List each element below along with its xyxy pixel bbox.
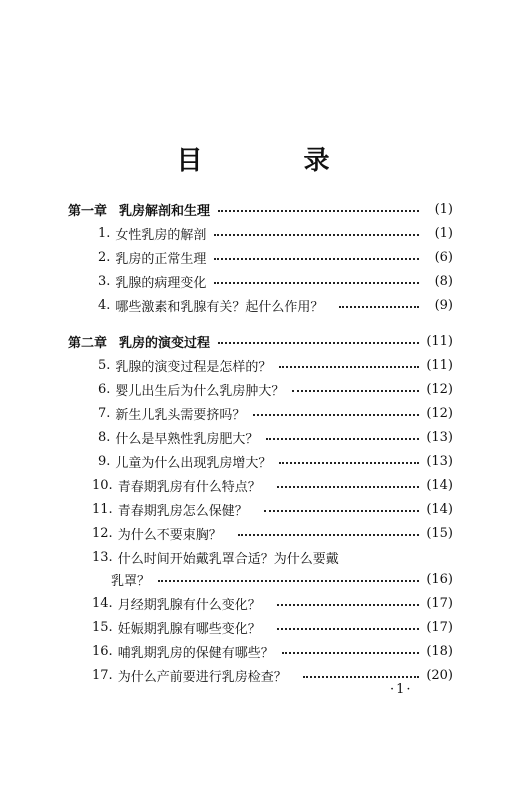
entry-title: 哺乳期乳房的保健有哪些？: [117, 645, 274, 661]
page-reference: (13): [426, 429, 453, 445]
page-reference: (11): [426, 333, 453, 349]
leader-dots: [282, 652, 419, 654]
entry-number: 2.: [98, 249, 111, 265]
toc-entry: [0, 354, 506, 376]
page-reference: (16): [426, 571, 453, 587]
chapter-row: [0, 330, 506, 352]
entry-title: 青春期乳房有什么特点？: [117, 479, 261, 495]
entry-number: 7.: [98, 405, 111, 421]
entry-number: 6.: [98, 381, 111, 397]
page-reference: (17): [426, 619, 453, 635]
leader-dots: [279, 462, 419, 464]
toc-entry-continuation: [0, 568, 506, 590]
toc-entry: [0, 498, 506, 520]
entry-number: 8.: [98, 429, 111, 445]
page-reference: (15): [426, 525, 453, 541]
toc-entry: [0, 378, 506, 400]
entry-title: 女性乳房的解剖: [115, 227, 207, 243]
leader-dots: [218, 210, 419, 212]
page-reference: (8): [434, 273, 453, 289]
chapter-title: 乳房的演变过程: [119, 335, 211, 351]
page-title: 目 录: [176, 146, 376, 176]
toc-entry: [0, 546, 506, 568]
entry-number: 9.: [98, 453, 111, 469]
toc-entry: [0, 522, 506, 544]
page-reference: (1): [434, 225, 453, 241]
entry-title: 婴儿出生后为什么乳房肿大？: [115, 383, 285, 399]
entry-number: 10.: [92, 477, 113, 493]
page-reference: (12): [426, 405, 453, 421]
leader-dots: [218, 342, 419, 344]
toc-entry: [0, 426, 506, 448]
page-number: ·1·: [390, 682, 413, 697]
toc-entry: [0, 402, 506, 424]
page-reference: (1): [434, 201, 453, 217]
entry-number: 5.: [98, 357, 111, 373]
leader-dots: [158, 580, 419, 582]
leader-dots: [214, 258, 419, 260]
toc-entry: [0, 664, 506, 686]
page-reference: (13): [426, 453, 453, 469]
page-reference: (11): [426, 357, 453, 373]
leader-dots: [264, 510, 419, 512]
entry-title: 为什么产前要进行乳房检查？: [117, 669, 287, 685]
entry-number: 1.: [98, 225, 111, 241]
toc-entry: [0, 640, 506, 662]
toc-entry: [0, 222, 506, 244]
entry-number: 3.: [98, 273, 111, 289]
entry-title: 青春期乳房怎么保健？: [117, 503, 248, 519]
entry-number: 11.: [92, 501, 113, 517]
toc-entry: [0, 270, 506, 292]
toc-entry: [0, 294, 506, 316]
toc-entry: [0, 474, 506, 496]
leader-dots: [266, 438, 419, 440]
page-reference: (6): [434, 249, 453, 265]
leader-dots: [277, 628, 419, 630]
leader-dots: [214, 282, 419, 284]
entry-number: 16.: [92, 643, 113, 659]
chapter-row: [0, 198, 506, 220]
leader-dots: [277, 604, 419, 606]
entry-title-continuation: 乳罩？: [111, 573, 151, 589]
entry-number: 13.: [92, 549, 113, 565]
entry-number: 12.: [92, 525, 113, 541]
chapter-number: 第一章: [68, 203, 108, 219]
page-reference: (9): [434, 297, 453, 313]
leader-dots: [339, 306, 419, 308]
toc-entry: [0, 592, 506, 614]
page-reference: (20): [426, 667, 453, 683]
leader-dots: [238, 534, 419, 536]
chapter-title: 乳房解剖和生理: [119, 203, 211, 219]
leader-dots: [277, 486, 419, 488]
page-reference: (18): [426, 643, 453, 659]
entry-number: 17.: [92, 667, 113, 683]
entry-title: 哪些激素和乳腺有关？起什么作用？: [115, 299, 324, 315]
entry-number: 14.: [92, 595, 113, 611]
chapter-number: 第二章: [68, 335, 108, 351]
entry-title: 乳腺的病理变化: [115, 275, 207, 291]
leader-dots: [279, 366, 419, 368]
entry-title: 妊娠期乳腺有哪些变化？: [117, 621, 261, 637]
entry-title: 为什么不要束胸？: [117, 527, 222, 543]
leader-dots: [292, 390, 419, 392]
toc-entry: [0, 450, 506, 472]
toc-entry: [0, 616, 506, 638]
leader-dots: [253, 414, 419, 416]
page-reference: (12): [426, 381, 453, 397]
page-reference: (17): [426, 595, 453, 611]
leader-dots: [303, 676, 419, 678]
entry-title: 乳房的正常生理: [115, 251, 207, 267]
entry-title: 什么时间开始戴乳罩合适？为什么要戴: [117, 551, 339, 567]
page-reference: (14): [426, 501, 453, 517]
toc-entry: [0, 246, 506, 268]
page-reference: (14): [426, 477, 453, 493]
entry-title: 什么是早熟性乳房肥大？: [115, 431, 259, 447]
entry-number: 4.: [98, 297, 111, 313]
entry-title: 月经期乳腺有什么变化？: [117, 597, 261, 613]
leader-dots: [214, 234, 419, 236]
entry-title: 儿童为什么出现乳房增大？: [115, 455, 272, 471]
entry-title: 乳腺的演变过程是怎样的？: [115, 359, 272, 375]
entry-number: 15.: [92, 619, 113, 635]
entry-title: 新生儿乳头需要挤吗？: [115, 407, 246, 423]
